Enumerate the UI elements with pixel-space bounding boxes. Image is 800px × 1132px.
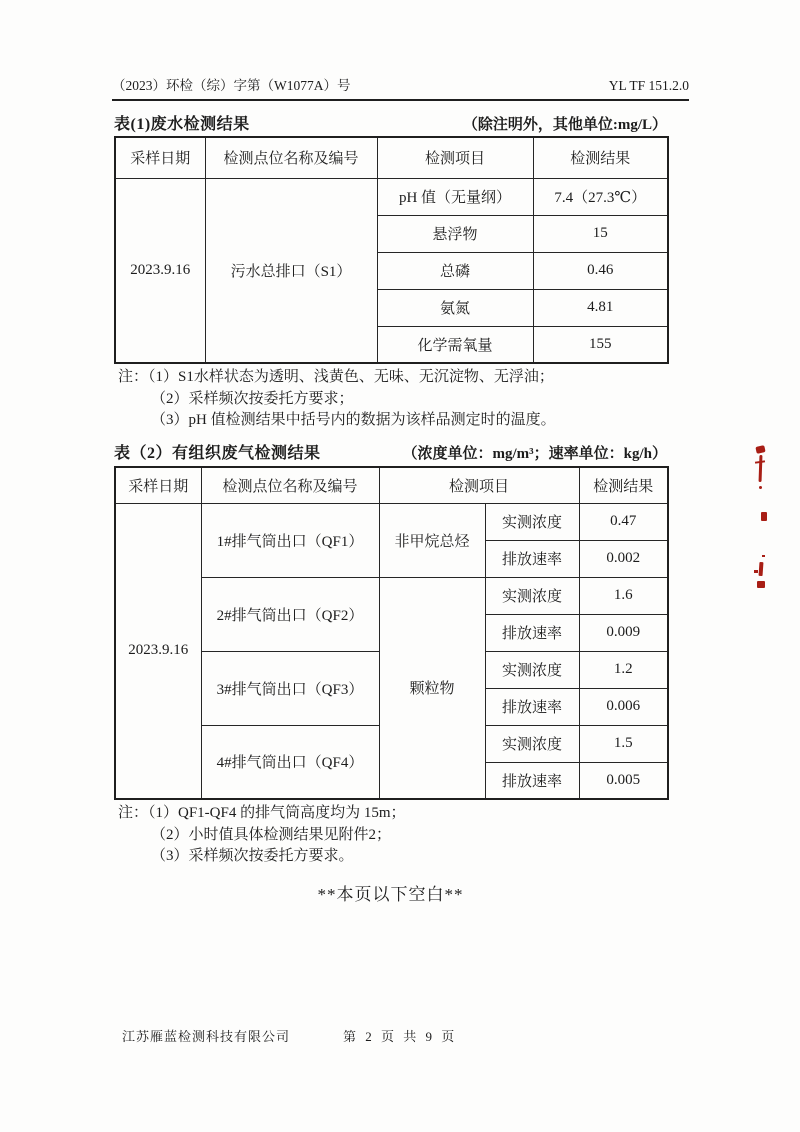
measure-type-cell: 排放速率 xyxy=(485,762,579,799)
seal-fragment-icon xyxy=(759,562,764,576)
col-header: 采样日期 xyxy=(115,467,201,503)
col-header: 采样日期 xyxy=(115,137,205,178)
exhaust-gas-table xyxy=(114,466,669,800)
col-header: 检测项目 xyxy=(377,137,533,178)
measure-type-cell: 实测浓度 xyxy=(485,503,579,540)
point-cell: 污水总排口（S1） xyxy=(205,178,377,363)
seal-fragment-icon xyxy=(762,555,765,557)
pollutant-cell: 非甲烷总烃 xyxy=(379,503,485,577)
footer-company: 江苏雁蓝检测科技有限公司 xyxy=(122,1029,291,1044)
item-cell: 氨氮 xyxy=(377,289,533,326)
doc-number: （2023）环检（综）字第（W1077A）号 xyxy=(112,78,351,93)
table1-unit-note: （除注明外，其他单位:mg/L） xyxy=(462,117,667,133)
result-cell: 7.4（27.3℃） xyxy=(533,178,668,215)
measure-type-cell: 排放速率 xyxy=(485,540,579,577)
item-cell: 悬浮物 xyxy=(377,215,533,252)
seal-fragment-icon xyxy=(754,570,758,573)
measure-type-cell: 实测浓度 xyxy=(485,577,579,614)
point-cell: 1#排气筒出口（QF1） xyxy=(201,503,379,577)
measure-type-cell: 排放速率 xyxy=(485,688,579,725)
col-header: 检测结果 xyxy=(579,467,668,503)
value-cell: 1.6 xyxy=(579,577,668,614)
table2-notes xyxy=(118,803,678,868)
doc-code: YL TF 151.2.0 xyxy=(608,78,689,93)
value-cell: 1.5 xyxy=(579,725,668,762)
col-header: 检测点位名称及编号 xyxy=(201,467,379,503)
value-cell: 0.005 xyxy=(579,762,668,799)
result-cell: 4.81 xyxy=(533,289,668,326)
item-cell: 化学需氧量 xyxy=(377,326,533,363)
result-cell: 0.46 xyxy=(533,252,668,289)
table-header-row xyxy=(115,137,668,178)
table1-notes xyxy=(118,367,678,432)
page-header xyxy=(112,74,689,101)
point-cell: 3#排气筒出口（QF3） xyxy=(201,651,379,725)
measure-type-cell: 实测浓度 xyxy=(485,651,579,688)
value-cell: 0.002 xyxy=(579,540,668,577)
seal-fragment-icon xyxy=(761,512,767,521)
col-header: 检测点位名称及编号 xyxy=(205,137,377,178)
table-row xyxy=(115,178,668,215)
value-cell: 1.2 xyxy=(579,651,668,688)
item-cell: 总磷 xyxy=(377,252,533,289)
note-line: （2）小时值具体检测结果见附件2； xyxy=(151,826,392,843)
seal-fragment-icon xyxy=(759,455,763,482)
date-cell: 2023.9.16 xyxy=(115,178,205,363)
table-row xyxy=(115,503,668,540)
table2-title-row xyxy=(114,440,667,463)
point-cell: 2#排气筒出口（QF2） xyxy=(201,577,379,651)
note-line: （3）采样频次按委托方要求。 xyxy=(151,848,354,864)
note-line: （2）采样频次按委托方要求； xyxy=(151,390,354,407)
table1-title-row xyxy=(114,111,667,134)
col-header: 检测结果 xyxy=(533,137,668,178)
date-cell: 2023.9.16 xyxy=(115,503,201,799)
table1-title: 表(1)废水检测结果 xyxy=(114,116,250,133)
seal-fragment-icon xyxy=(757,581,765,588)
note-line: （3）pH 值检测结果中括号内的数据为该样品测定时的温度。 xyxy=(151,412,556,428)
seal-fragment-icon xyxy=(755,445,765,454)
value-cell: 0.006 xyxy=(579,688,668,725)
point-cell: 4#排气筒出口（QF4） xyxy=(201,725,379,799)
table2-unit-note: （浓度单位：mg/m³；速率单位：kg/h） xyxy=(402,446,667,462)
value-cell: 0.47 xyxy=(579,503,668,540)
col-header: 检测项目 xyxy=(379,467,579,503)
item-cell: pH 值（无量纲） xyxy=(377,178,533,215)
note-line: 注：（1）QF1-QF4 的排气筒高度均为 15m； xyxy=(118,805,406,821)
note-line: 注：（1）S1水样状态为透明、浅黄色、无味、无沉淀物、无浮油； xyxy=(118,369,554,385)
result-cell: 155 xyxy=(533,326,668,363)
measure-type-cell: 排放速率 xyxy=(485,614,579,651)
wastewater-table xyxy=(114,136,669,364)
value-cell: 0.009 xyxy=(579,614,668,651)
table-header-row xyxy=(115,467,668,503)
footer-page-number: 第 2 页 共 9 页 xyxy=(343,1029,458,1044)
measure-type-cell: 实测浓度 xyxy=(485,725,579,762)
pollutant-cell: 颗粒物 xyxy=(379,577,485,799)
table2-title: 表（2）有组织废气检测结果 xyxy=(114,445,321,462)
result-cell: 15 xyxy=(533,215,668,252)
seal-fragment-icon xyxy=(759,486,762,489)
blank-below-note: **本页以下空白** xyxy=(317,885,464,904)
